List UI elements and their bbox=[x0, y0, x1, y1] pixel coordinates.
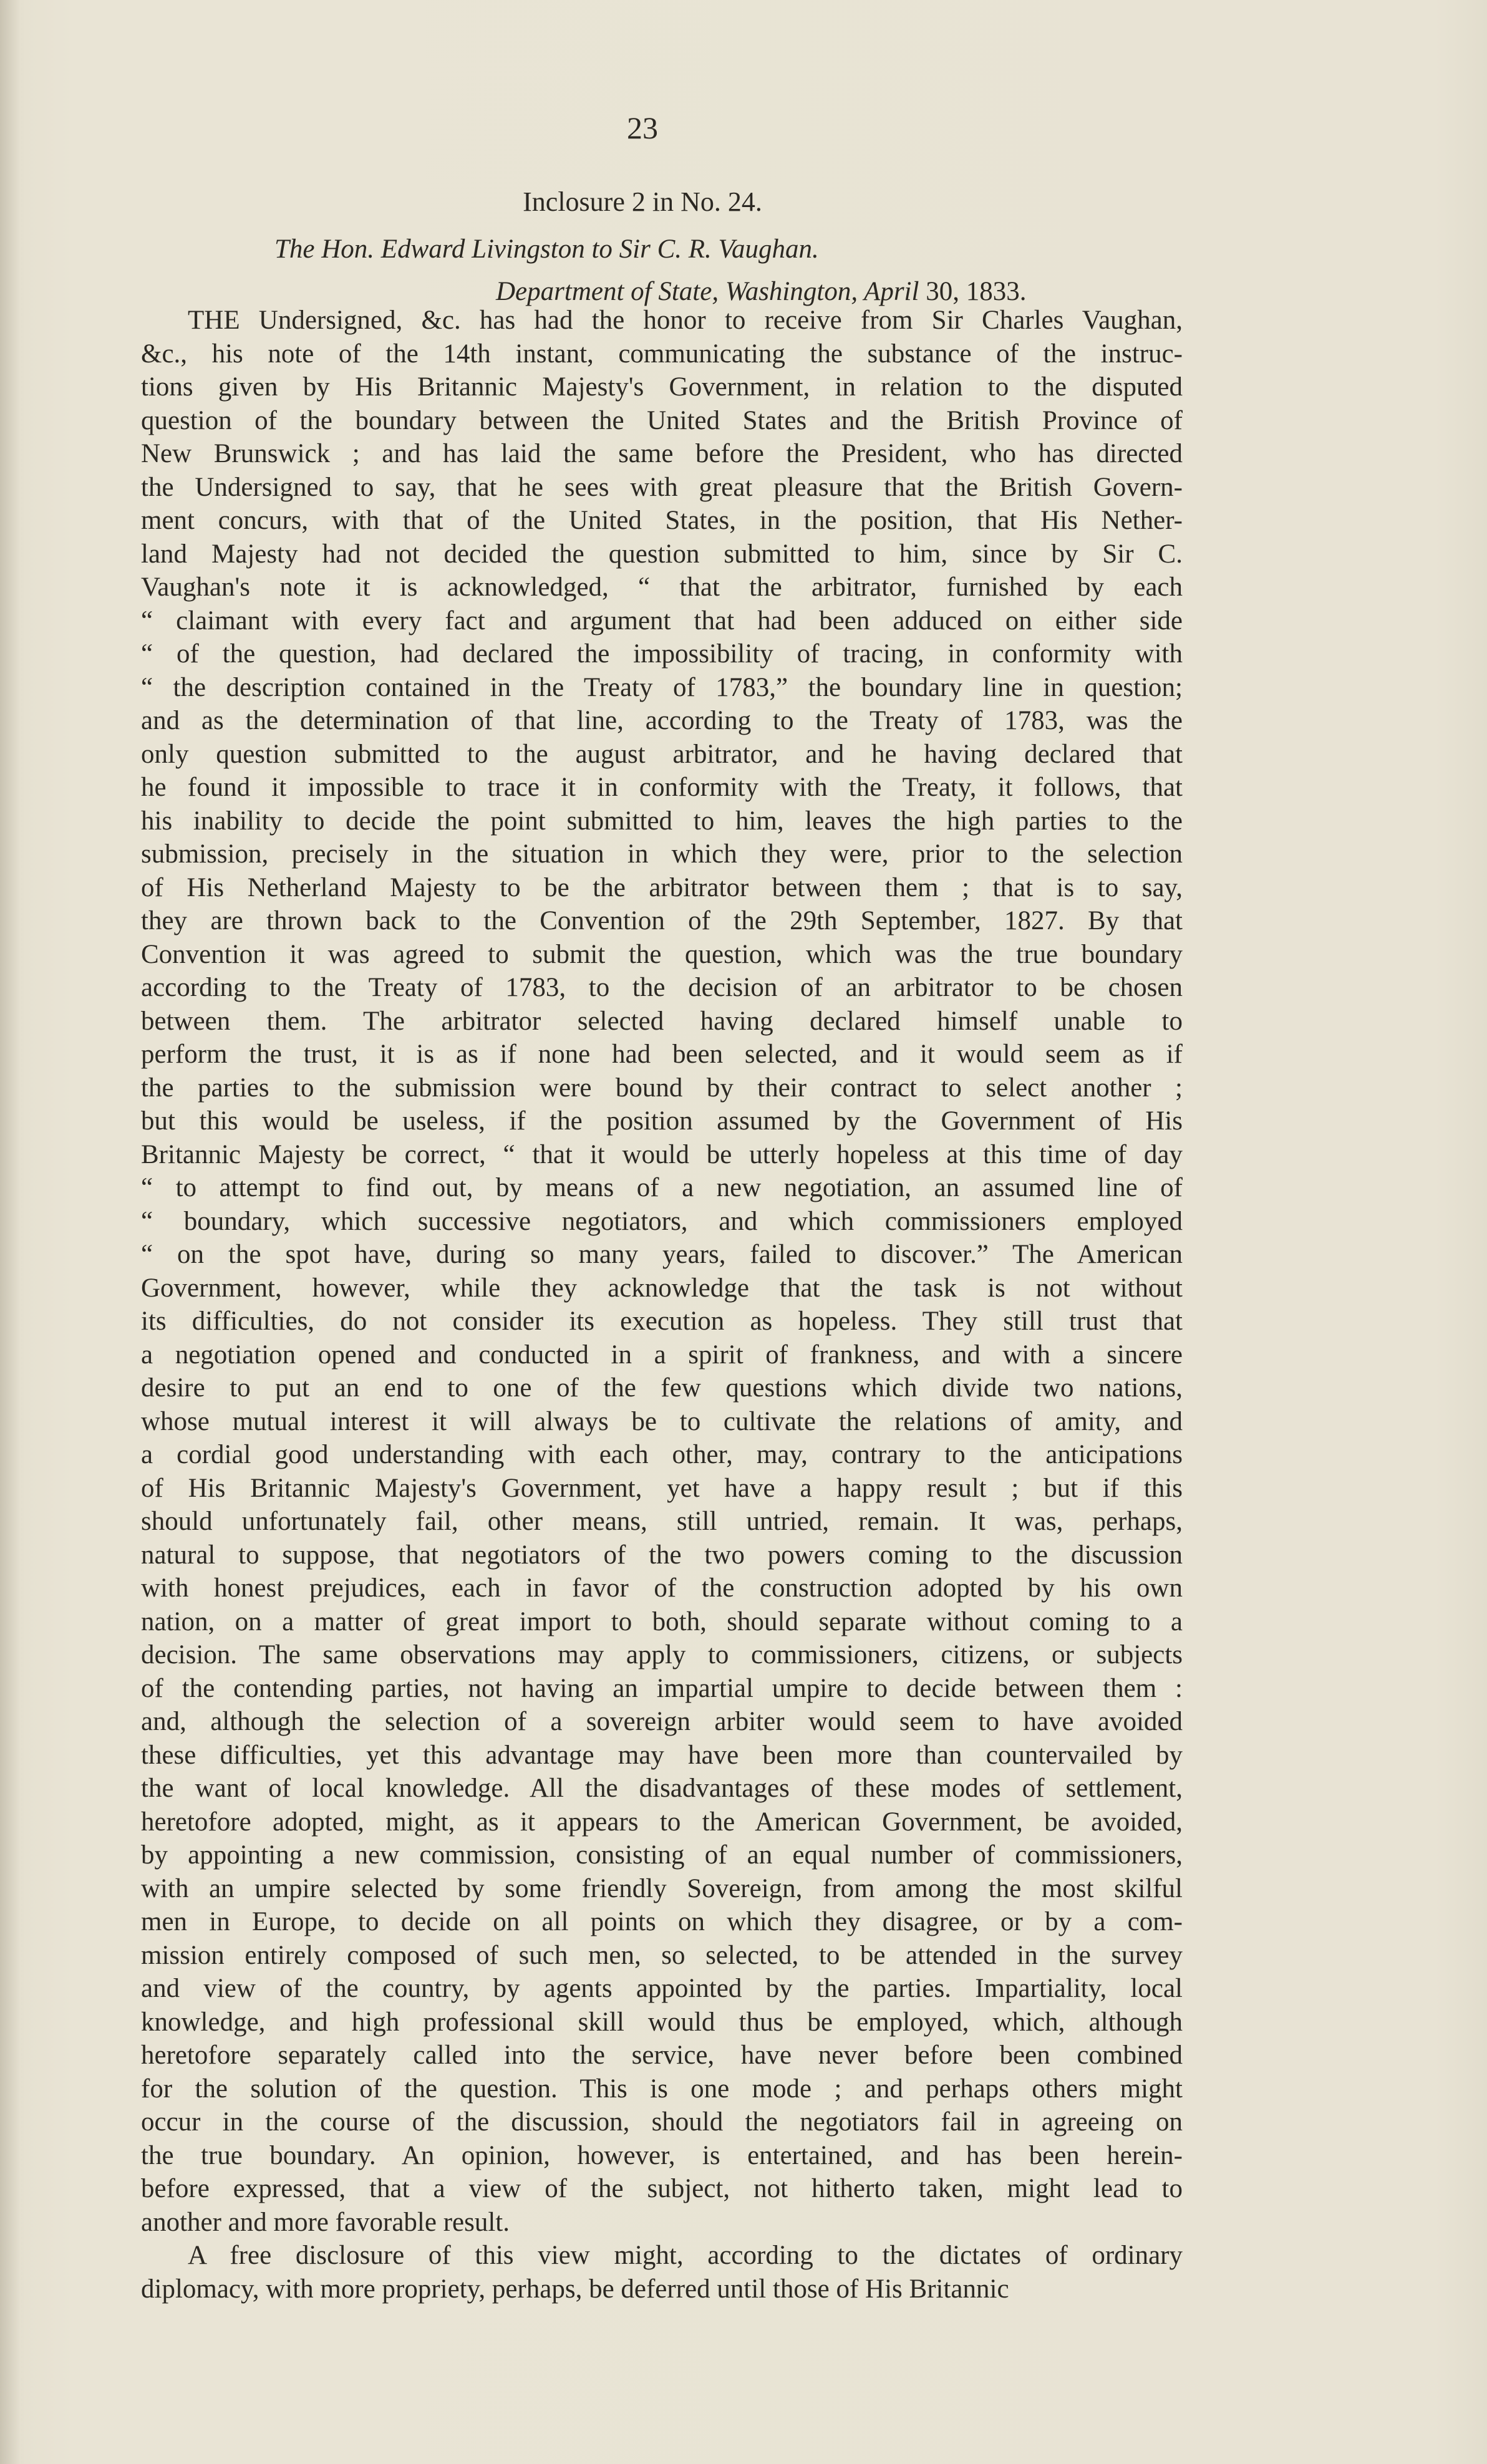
paragraph-1 bbox=[141, 304, 1183, 2239]
text-line: for the solution of the question. This is one mode ; and perhaps others might bbox=[141, 2074, 1183, 2104]
binding-shadow bbox=[0, 0, 21, 2464]
text-line: he found it impossible to trace it in conformity with the Treaty, it follows, that bbox=[141, 773, 1183, 802]
text-line: they are thrown back to the Convention of the 29th September, 1827. By that bbox=[141, 906, 1183, 935]
text-line: natural to suppose, that negotiators of the two powers coming to the discussion bbox=[141, 1540, 1183, 1570]
text-line: desire to put an end to one of the few questions which divide two nations, bbox=[141, 1373, 1183, 1403]
text-line: heretofore separately called into the service, have never before been combined bbox=[141, 2041, 1183, 2070]
text-line: with an umpire selected by some friendly Sovereign, from among the most skilful bbox=[141, 1873, 1183, 1903]
text-line: should unfortunately fail, other means, still untried, remain. It was, perhaps, bbox=[141, 1507, 1183, 1536]
text-line: and, although the selection of a sovereign arbiter would seem to have avoided bbox=[141, 1707, 1183, 1736]
text-line: ment concurs, with that of the United States, in the position, that His Nether- bbox=[141, 506, 1183, 535]
dateline-date: 30, 1833. bbox=[926, 277, 1027, 306]
text-line: heretofore adopted, might, as it appears to the American Government, be avoided, bbox=[141, 1807, 1183, 1837]
text-line: tions given by His Britannic Majesty's Government, in relation to the disputed bbox=[141, 372, 1183, 402]
text-line: “ of the question, had declared the impossibility of tracing, in conformity with bbox=[141, 639, 1183, 669]
text-line: decision. The same observations may apply to commissioners, citizens, or subjects bbox=[141, 1640, 1183, 1669]
text-line: a cordial good understanding with each other, may, contrary to the anticipations bbox=[141, 1440, 1183, 1469]
text-line: &c., his note of the 14th instant, communicating the substance of the instruc- bbox=[141, 339, 1183, 369]
text-line: the Undersigned to say, that he sees with great pleasure that the British Govern- bbox=[141, 472, 1183, 502]
text-line: “ boundary, which successive negotiators, and which commissioners employed bbox=[141, 1206, 1183, 1236]
text-line: and as the determination of that line, according to the Treaty of 1783, was the bbox=[141, 706, 1183, 735]
text-line: the want of local knowledge. All the disadvantages of these modes of settlement, bbox=[141, 1774, 1183, 1803]
text-line: of His Britannic Majesty's Government, yet have a happy result ; but if this bbox=[141, 1473, 1183, 1503]
text-line: by appointing a new commission, consisting of an equal number of commissioners, bbox=[141, 1840, 1183, 1870]
letter-subtitle: The Hon. Edward Livingston to Sir C. R. Vaughan. bbox=[274, 234, 819, 264]
text-line: “ claimant with every fact and argument that had been adduced on either side bbox=[141, 606, 1183, 635]
text-line: land Majesty had not decided the question submitted to him, since by Sir C. bbox=[141, 539, 1183, 569]
text-line: Britannic Majesty be correct, “ that it would be utterly hopeless at this time of day bbox=[141, 1139, 1183, 1169]
text-line: THE Undersigned, &c. has had the honor to receive from Sir Charles Vaughan, bbox=[188, 306, 1183, 335]
text-line: nation, on a matter of great import to both, should separate without coming to a bbox=[141, 1606, 1183, 1636]
text-line: question of the boundary between the United States and the British Province of bbox=[141, 405, 1183, 435]
text-line: Government, however, while they acknowledge that the task is not without bbox=[141, 1273, 1183, 1303]
inclosure-heading: Inclosure 2 in No. 24. bbox=[523, 186, 762, 217]
text-line: New Brunswick ; and has laid the same before the President, who has directed bbox=[141, 439, 1183, 468]
text-line: Vaughan's note it is acknowledged, “ that the arbitrator, furnished by each bbox=[141, 573, 1183, 602]
dateline-place: Department of State, Washington, April bbox=[496, 277, 919, 306]
text-line: the parties to the submission were bound by their contract to select another ; bbox=[141, 1073, 1183, 1103]
text-line: “ on the spot have, during so many years, failed to discover.” The American bbox=[141, 1240, 1183, 1269]
text-line: his inability to decide the point submitted to him, leaves the high parties to the bbox=[141, 806, 1183, 836]
text-line: whose mutual interest it will always be to cultivate the relations of amity, and bbox=[141, 1406, 1183, 1436]
letter-body bbox=[141, 304, 1183, 2306]
text-line: according to the Treaty of 1783, to the decision of an arbitrator to be chosen bbox=[141, 973, 1183, 1002]
text-line: perform the trust, it is as if none had been selected, and it would seem as if bbox=[141, 1040, 1183, 1069]
text-line: before expressed, that a view of the subject, not hitherto taken, might lead to bbox=[141, 2174, 1183, 2203]
text-line: Convention it was agreed to submit the question, which was the true boundary bbox=[141, 939, 1183, 969]
page-number: 23 bbox=[627, 110, 658, 145]
text-line: diplomacy, with more propriety, perhaps, be deferred until those of His Britannic bbox=[141, 2274, 1009, 2304]
text-line: and view of the country, by agents appointed by the parties. Impartiality, local bbox=[141, 1974, 1183, 2003]
text-line: another and more favorable result. bbox=[141, 2207, 510, 2237]
text-line: submission, precisely in the situation in which they were, prior to the selection bbox=[141, 839, 1183, 869]
text-line: only question submitted to the august arbitrator, and he having declared that bbox=[141, 739, 1183, 769]
text-line: these difficulties, yet this advantage may have been more than countervailed by bbox=[141, 1740, 1183, 1770]
text-line: men in Europe, to decide on all points on which they disagree, or by a com- bbox=[141, 1907, 1183, 1936]
paragraph-2 bbox=[141, 2239, 1183, 2306]
text-line: “ the description contained in the Treaty of 1783,” the boundary line in question; bbox=[141, 672, 1183, 702]
text-line: of the contending parties, not having an impartial umpire to decide between them : bbox=[141, 1673, 1183, 1703]
text-line: between them. The arbitrator selected having declared himself unable to bbox=[141, 1006, 1183, 1036]
text-line: a negotiation opened and conducted in a spirit of frankness, and with a sincere bbox=[141, 1340, 1183, 1370]
text-line: “ to attempt to find out, by means of a new negotiation, an assumed line of bbox=[141, 1173, 1183, 1202]
text-line: A free disclosure of this view might, according to the dictates of ordinary bbox=[188, 2241, 1183, 2270]
text-line: mission entirely composed of such men, so selected, to be attended in the survey bbox=[141, 1940, 1183, 1970]
text-line: of His Netherland Majesty to be the arbitrator between them ; that is to say, bbox=[141, 872, 1183, 902]
text-line: the true boundary. An opinion, however, is entertained, and has been herein- bbox=[141, 2140, 1183, 2170]
text-line: with honest prejudices, each in favor of the construction adopted by his own bbox=[141, 1573, 1183, 1603]
text-line: but this would be useless, if the position assumed by the Government of His bbox=[141, 1106, 1183, 1136]
text-line: its difficulties, do not consider its execution as hopeless. They still trust that bbox=[141, 1307, 1183, 1336]
text-line: knowledge, and high professional skill would thus be employed, which, although bbox=[141, 2007, 1183, 2037]
text-line: occur in the course of the discussion, should the negotiators fail in agreeing on bbox=[141, 2107, 1183, 2137]
